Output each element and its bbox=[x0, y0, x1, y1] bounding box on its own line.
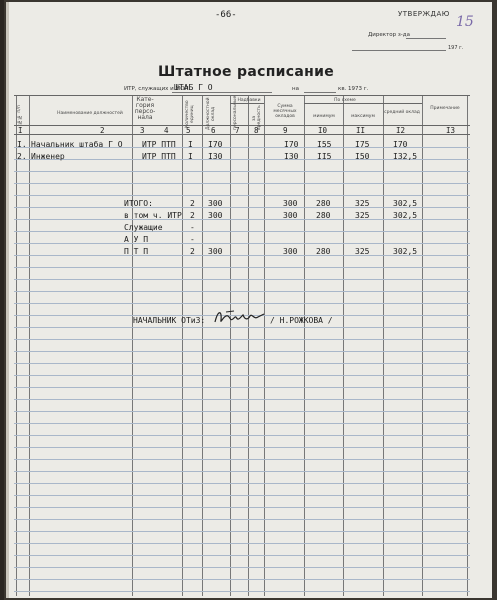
aup-count: - bbox=[190, 235, 195, 244]
itr-max: 325 bbox=[355, 211, 370, 220]
total-count: 2 bbox=[190, 199, 195, 208]
approve-label: УТВЕРЖДАЮ bbox=[398, 10, 450, 18]
itr-sum: 300 bbox=[283, 211, 298, 220]
table-ruled-line bbox=[14, 507, 470, 508]
row2-avg: I32,5 bbox=[393, 152, 418, 161]
column-number: 2 bbox=[100, 126, 105, 135]
table-ruled-line bbox=[14, 519, 470, 520]
row1-sum: I70 bbox=[284, 140, 299, 149]
header-allow-a: персональные bbox=[233, 95, 238, 130]
row2-count: I bbox=[188, 152, 193, 161]
column-number: 9 bbox=[283, 126, 288, 135]
table-ruled-line bbox=[14, 591, 470, 592]
header-avg: средний оклад bbox=[384, 110, 420, 115]
handwritten-signature bbox=[212, 306, 268, 328]
row2-max: I50 bbox=[355, 152, 370, 161]
subtitle-unit: ШТАБ Г О bbox=[174, 83, 213, 92]
row2-min: II5 bbox=[317, 152, 332, 161]
table-ruled-line bbox=[14, 267, 470, 268]
table-ruled-line bbox=[14, 459, 470, 460]
table-ruled-line bbox=[14, 567, 470, 568]
column-number: I3 bbox=[446, 126, 456, 135]
total-avg: 302,5 bbox=[393, 199, 418, 208]
header-note: Примечание bbox=[430, 106, 460, 111]
table-ruled-line bbox=[14, 171, 470, 172]
total-label: ИТОГО: bbox=[124, 199, 153, 208]
column-number: I0 bbox=[318, 126, 328, 135]
row2-position: Инженер bbox=[31, 152, 65, 161]
ptp-salary: 300 bbox=[208, 247, 223, 256]
column-number: 5 bbox=[186, 126, 191, 135]
itr-avg: 302,5 bbox=[393, 211, 418, 220]
table-ruled-line bbox=[14, 555, 470, 556]
column-number: 7 bbox=[235, 126, 240, 135]
director-signature-line bbox=[406, 38, 446, 39]
header-salary: Должностной оклад bbox=[206, 97, 216, 130]
row1-position: Начальник штаба Г О bbox=[31, 140, 123, 149]
total-max: 325 bbox=[355, 199, 370, 208]
header-max: максимум bbox=[351, 114, 375, 119]
table-ruled-line bbox=[14, 303, 470, 304]
table-ruled-line bbox=[14, 375, 470, 376]
date-line bbox=[352, 50, 446, 51]
page-number: -66- bbox=[215, 10, 237, 20]
row1-avg: I70 bbox=[393, 140, 408, 149]
table-ruled-line bbox=[14, 435, 470, 436]
row2-sum: I30 bbox=[284, 152, 299, 161]
table-ruled-line bbox=[14, 183, 470, 184]
subtitle-suffix: кв. 1973 г. bbox=[338, 86, 369, 92]
table-ruled-line bbox=[14, 411, 470, 412]
employees-label: Служащие bbox=[124, 223, 163, 232]
table-ruled-line bbox=[14, 483, 470, 484]
handwritten-folio: 15 bbox=[456, 14, 474, 30]
row2-salary: I30 bbox=[208, 152, 223, 161]
table-ruled-line bbox=[14, 495, 470, 496]
column-number: I bbox=[18, 126, 23, 135]
header-min: минимум bbox=[313, 114, 335, 119]
row2-num: 2. bbox=[17, 152, 27, 161]
quarter-underline bbox=[304, 92, 336, 93]
table-ruled-line bbox=[14, 447, 470, 448]
column-number: I2 bbox=[396, 126, 406, 135]
itr-min: 280 bbox=[316, 211, 331, 220]
column-number: 6 bbox=[211, 126, 216, 135]
itr-salary: 300 bbox=[208, 211, 223, 220]
aup-label: А У П bbox=[124, 235, 149, 244]
total-sum: 300 bbox=[283, 199, 298, 208]
ptp-min: 280 bbox=[316, 247, 331, 256]
book-binding bbox=[0, 0, 4, 600]
row2-category: ИТР ПТП bbox=[142, 152, 176, 161]
row1-num: I. bbox=[17, 140, 27, 149]
header-category: Кате- гория персо- нала bbox=[134, 96, 156, 121]
table-ruled-line bbox=[14, 543, 470, 544]
chief-label: НАЧАЛЬНИК ОТиЗ: bbox=[133, 316, 206, 325]
ptp-avg: 302,5 bbox=[393, 247, 418, 256]
table-ruled-line bbox=[14, 579, 470, 580]
ptp-count: 2 bbox=[190, 247, 195, 256]
ptp-sum: 300 bbox=[283, 247, 298, 256]
subtitle-on: на bbox=[292, 86, 299, 92]
header-position: Наименование должностей bbox=[57, 111, 123, 116]
column-number: II bbox=[356, 126, 366, 135]
table-ruled-line bbox=[14, 363, 470, 364]
total-salary: 300 bbox=[208, 199, 223, 208]
table-ruled-line bbox=[14, 291, 470, 292]
year-label: 197 г. bbox=[448, 45, 464, 51]
header-allow-b: за вредность bbox=[252, 105, 262, 130]
ptp-max: 325 bbox=[355, 247, 370, 256]
subtitle-prefix: ИТР, служащих и МОП bbox=[124, 86, 189, 92]
chief-name: / Н.РОЖКОВА / bbox=[270, 316, 333, 325]
table-ruled-line bbox=[14, 531, 470, 532]
employees-count: - bbox=[190, 223, 195, 232]
table-ruled-line bbox=[14, 231, 470, 232]
table-header-rule bbox=[304, 103, 422, 104]
table-ruled-line bbox=[14, 195, 470, 196]
column-number: 4 bbox=[164, 126, 169, 135]
itr-label: в том ч. ИТР bbox=[124, 211, 182, 220]
page-title: Штатное расписание bbox=[158, 64, 335, 80]
row1-min: I55 bbox=[317, 140, 332, 149]
table-ruled-line bbox=[14, 399, 470, 400]
column-number: 8 bbox=[254, 126, 259, 135]
row1-salary: I70 bbox=[208, 140, 223, 149]
table-ruled-line bbox=[14, 339, 470, 340]
header-allowances: Надбавки bbox=[237, 98, 261, 103]
row1-category: ИТР ПТП bbox=[142, 140, 176, 149]
table-ruled-line bbox=[14, 471, 470, 472]
ptp-label: П Т П bbox=[124, 247, 149, 256]
table-ruled-line bbox=[14, 279, 470, 280]
itr-count: 2 bbox=[190, 211, 195, 220]
table-ruled-line bbox=[14, 351, 470, 352]
header-scheme: По схеме bbox=[334, 98, 356, 103]
column-number: 3 bbox=[140, 126, 145, 135]
table-ruled-line bbox=[14, 387, 470, 388]
table-header-rule bbox=[14, 95, 470, 96]
header-total-salary: Сумма месячных окладов bbox=[273, 104, 297, 119]
table-ruled-line bbox=[14, 243, 470, 244]
director-label: Директор з-да bbox=[368, 32, 410, 38]
header-count: Количество единиц bbox=[185, 100, 195, 128]
header-num: №№ п/п bbox=[17, 105, 22, 125]
table-ruled-line bbox=[14, 423, 470, 424]
row1-count: I bbox=[188, 140, 193, 149]
unit-underline bbox=[172, 92, 272, 93]
row1-max: I75 bbox=[355, 140, 370, 149]
total-min: 280 bbox=[316, 199, 331, 208]
